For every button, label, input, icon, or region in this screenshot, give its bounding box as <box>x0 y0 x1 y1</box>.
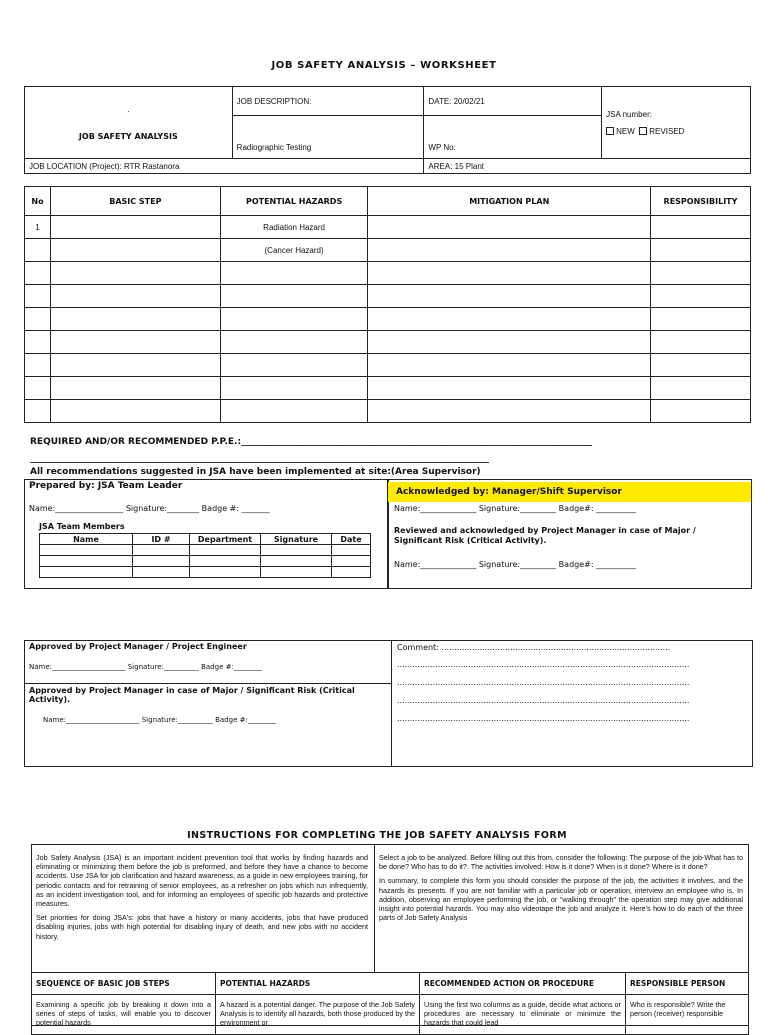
approved-line-1[interactable]: Name:_____________________ Signature:__________ Badge #:________ <box>29 663 262 671</box>
hazard-cell: Radiation Hazard <box>220 216 368 239</box>
instr-cell: Who is responsible? Write the person (receiver) responsible <box>626 995 749 1035</box>
comment-line-4[interactable]: ................................................................................................................... <box>397 714 690 723</box>
instructions-columns-table <box>31 972 749 1035</box>
team-col-department: Department <box>190 534 261 545</box>
instr-col-hazards: POTENTIAL HAZARDS <box>216 973 420 995</box>
instructions-paragraph: Job Safety Analysis (JSA) is an important incident prevention tool that works by finding hazards and eliminating or minimizing them before the job is preformed, and before they have a chance to become accidents. Use JSA for job clarification and hazard awareness, as a guide in new employees training, for periodic contacts and for retraining of senior employees, as a refresher on jobs which run infrequently, as an incident investigation tool, and for informing an employees of specific job hazards and protective measures. <box>36 853 368 909</box>
jsa-header-table <box>24 86 751 174</box>
instr-cell: Examining a specific job by breaking it down into a series of steps of tasks, will enable you to discover potential hazards <box>32 995 216 1035</box>
prepared-by-line[interactable]: Name:_________________ Signature:________ Badge #: _______ <box>29 504 270 513</box>
jsa-steps-table <box>24 186 751 423</box>
comment-line-2[interactable]: ................................................................................................................... <box>397 678 690 687</box>
revised-checkbox[interactable] <box>639 127 647 135</box>
table-row <box>25 331 751 354</box>
date-field: DATE: 20/02/21 <box>428 96 485 106</box>
instr-col-responsible: RESPONSIBLE PERSON <box>626 973 749 995</box>
table-row <box>25 377 751 400</box>
col-potential-hazards: POTENTIAL HAZARDS <box>220 187 368 216</box>
jsa-label: JOB SAFETY ANALYSIS <box>78 132 178 142</box>
acknowledged-title: Acknowledged by: Manager/Shift Supervisor <box>388 482 751 502</box>
job-location: JOB LOCATION (Project): RTR Rastanora <box>29 161 180 171</box>
ppe-line-2[interactable]: ______________________________________________________________________________________________________ <box>30 454 489 464</box>
table-row <box>25 216 751 239</box>
col-responsibility: RESPONSIBILITY <box>651 187 751 216</box>
worksheet-title: JOB SAFETY ANALYSIS – WORKSHEET <box>271 60 497 71</box>
hazard-cell: (Cancer Hazard) <box>220 239 368 262</box>
job-description-label: JOB DESCRIPTION: <box>236 96 312 106</box>
instructions-paragraph: Select a job to be analyzed. Before filling out this from, consider the following: The purpose of the job-What has to be done? Who has to do it?. The activities involved: How is it done? When is it done? Where is it done? <box>379 853 743 872</box>
instructions-right <box>379 853 743 927</box>
table-row <box>25 262 751 285</box>
team-col-signature: Signature <box>261 534 332 545</box>
team-col-id: ID # <box>133 534 190 545</box>
area-field: AREA: 15 Plant <box>428 161 485 171</box>
instr-cell: A hazard is a potential danger. The purpose of the Job Safety Analysis is to identify all hazards, both those produced by the environment or <box>216 995 420 1035</box>
wp-no-field: WP No: <box>428 143 456 152</box>
row-number <box>25 239 51 262</box>
jsa-number-label: JSA number: <box>606 109 652 119</box>
new-label: NEW <box>616 126 635 136</box>
table-row <box>25 354 751 377</box>
instructions-paragraph: Set priorities for doing JSA's: jobs that have a history or many accidents, jobs that have produced disabling injuries, jobs with high potential for disabling injury of death, and new jobs with no accident history. <box>36 913 368 941</box>
ppe-line[interactable]: REQUIRED AND/OR RECOMMENDED P.P.E.:______________________________________________________________________________ <box>30 437 593 447</box>
approved-title-2: Approved by Project Manager in case of Major / Significant Risk (Critical Activity). <box>29 686 355 704</box>
col-mitigation-plan: MITIGATION PLAN <box>368 187 651 216</box>
comment-field[interactable]: Comment: .......................................................................................... <box>397 643 671 652</box>
approval-box <box>24 640 753 767</box>
table-row <box>25 400 751 423</box>
dot-mark: · <box>127 106 130 116</box>
team-members-title: JSA Team Members <box>39 522 125 531</box>
team-members-table <box>39 533 371 578</box>
col-no: No <box>25 187 51 216</box>
reviewed-line[interactable]: Name:______________ Signature:_________ Badge#: __________ <box>394 560 637 569</box>
approved-title-1: Approved by Project Manager / Project Engineer <box>29 642 247 651</box>
comment-line-1[interactable]: ................................................................................................................... <box>397 660 690 669</box>
instr-cell: Using the first two columns as a guide, decide what actions or procedures are necessary to eliminate or minimize the hazards that could lead <box>420 995 626 1035</box>
team-col-date: Date <box>332 534 371 545</box>
comment-line-3[interactable]: ................................................................................................................... <box>397 696 690 705</box>
table-row <box>25 285 751 308</box>
row-number: 1 <box>25 216 51 239</box>
instructions-left <box>36 853 368 946</box>
new-checkbox[interactable] <box>606 127 614 135</box>
table-row <box>25 239 751 262</box>
instructions-paragraph: In summary, to complete this form you should consider the purpose of the job, the activities it involves, and the hazards its presents. If you are not familiar with a particular job or operation, interview an employee who is. In addition, observing an employee performing the job, or "walking through" the operation step may give additional insight into potential hazards. You may also videotape the job and analyze it. Here's how to do each of the three parts of Job Safety Analysis <box>379 876 743 923</box>
reviewed-note: Reviewed and acknowledged by Project Manager in case of Major / Significant Risk (Critical Activity). <box>394 526 696 545</box>
prepared-by-box <box>24 479 389 589</box>
recommendations-note: All recommendations suggested in JSA have been implemented at site:(Area Supervisor) <box>30 467 481 477</box>
table-row <box>25 308 751 331</box>
instructions-title: INSTRUCTIONS FOR COMPLETING THE JOB SAFETY ANALYSIS FORM <box>187 830 567 841</box>
instructions-box <box>31 844 749 1026</box>
revised-label: REVISED <box>649 126 685 136</box>
prepared-by-title: Prepared by: JSA Team Leader <box>29 481 183 491</box>
instr-col-sequence: SEQUENCE OF BASIC JOB STEPS <box>32 973 216 995</box>
approved-line-2[interactable]: Name:_____________________ Signature:__________ Badge #:________ <box>43 716 276 724</box>
job-description-value: Radiographic Testing <box>236 143 312 152</box>
team-col-name: Name <box>40 534 133 545</box>
acknowledged-box <box>387 479 752 589</box>
acknowledged-line[interactable]: Name:______________ Signature:_________ Badge#: __________ <box>394 504 637 513</box>
instr-col-action: RECOMMENDED ACTION OR PROCEDURE <box>420 973 626 995</box>
col-basic-step: BASIC STEP <box>50 187 220 216</box>
